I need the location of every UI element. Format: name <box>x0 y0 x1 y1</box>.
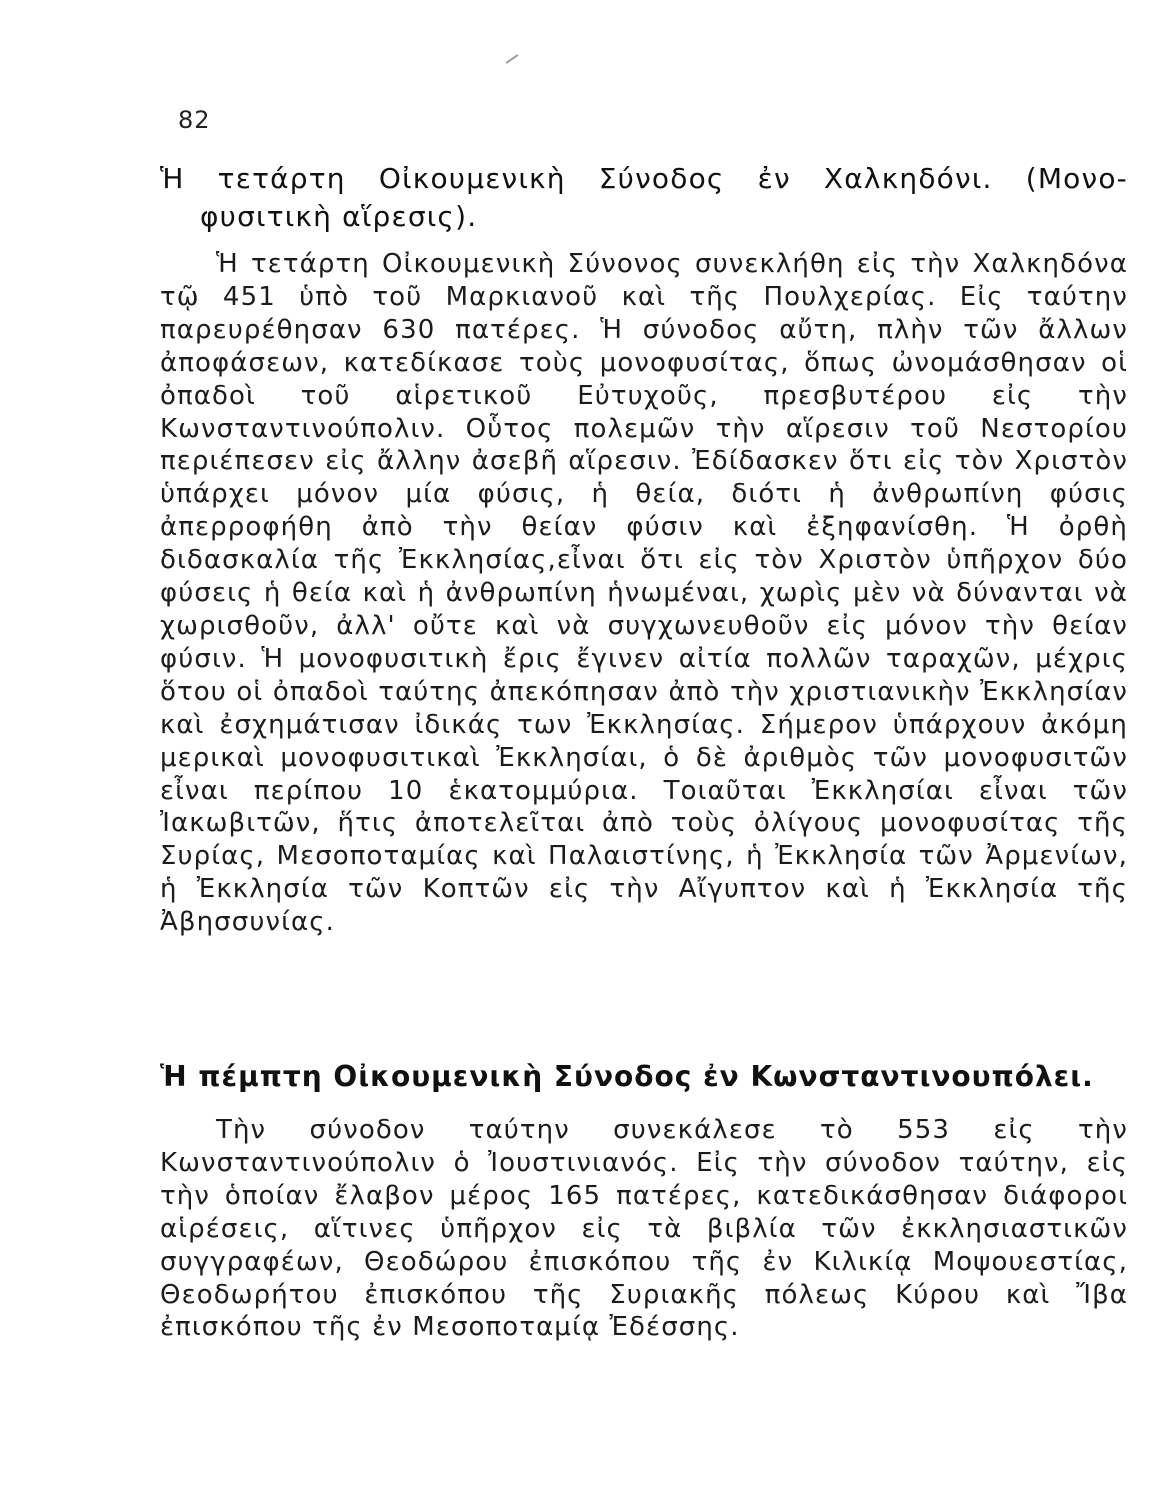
body-paragraph: Ἡ τετάρτη Οἰκουμενικὴ Σύνονος συνεκλήθη εἰς τὴν Χαλκηδόνα τῷ 451 ὑπὸ τοῦ Μαρκιανοῦ καὶ τῆς Πουλχερίας. Εἰς ταύτην παρευρέθησαν 630 πατέρες. Ἡ σύνοδος αὔτη, πλὴν τῶν ἄλλων ἀποφάσεων, κατεδίκασε τοὺς μονοφυσίτας, ὅπως ὠνομάσθησαν οἱ ὀπαδοὶ τοῦ αἱρετικοῦ Εὐτυχοῦς, πρεσβυτέρου εἰς τὴν Κωνσταντινούπολιν. Οὗτος πολεμῶν τὴν αἵρεσιν τοῦ Νεστορίου περιέπεσεν εἰς ἄλλην ἀσεβῆ αἵρεσιν. Ἐδίδασκεν ὅτι εἰς τὸν Χριστὸν ὑπάρχει μόνον μία φύσις, ἡ θεία, διότι ἡ ἀνθρωπίνη φύσις ἀπερροφήθη ἀπὸ τὴν θείαν φύσιν καὶ ἐξηφανίσθη. Ἡ ὀρθὴ διδασκαλία τῆς Ἐκκλησίας,εἶναι ὅτι εἰς τὸν Χριστὸν ὑπῆρχον δύο φύσεις ἡ θεία καὶ ἡ ἀνθρωπίνη ἡνωμέναι, χωρὶς μὲν νὰ δύνανται νὰ χωρισθοῦν, ἀλλ' οὔτε καὶ νὰ συγχωνευθοῦν εἰς μόνον τὴν θείαν φύσιν. Ἡ μονοφυσιτικὴ ἔρις ἔγινεν αἰτία πολλῶν ταραχῶν, μέχρις ὅτου οἱ ὀπαδοὶ ταύτης ἀπεκόπησαν ἀπὸ τὴν χριστιανικὴν Ἐκκλησίαν καὶ ἐσχημάτισαν ἰδικάς των Ἐκκλησίας. Σήμερον ὑπάρχουν ἀκόμη μερικαὶ μονοφυσιτικαὶ Ἐκκλησίαι, ὁ δὲ ἀριθμὸς τῶν μονοφυσιτῶν εἶναι περίπου 10 ἑκατομμύρια. Τοιαῦται Ἐκκλησίαι εἶναι τῶν Ἰακωβιτῶν, ἥτις ἀποτελεῖται ἀπὸ τοὺς ὀλίγους μονοφυσίτας τῆς Συρίας, Μεσοποταμίας καὶ Παλαιστίνης, ἡ Ἐκκλησία τῶν Ἀρμενίων, ἡ Ἐκκλησία τῶν Κοπτῶν εἰς τὴν Αἴγυπτον καὶ ἡ Ἐκκλησία τῆς Ἀβησσυνίας. <box>160 249 1128 938</box>
section-heading <box>160 160 1128 236</box>
section-heading: Ἡ πέμπτη Οἰκουμενικὴ Σύνοδος ἐν Κωνσταντινουπόλει. <box>160 1060 1094 1093</box>
section-fifth-council <box>160 1058 1128 1344</box>
page-number: 82 <box>178 106 211 134</box>
print-speck <box>506 54 519 64</box>
body-paragraph: Τὴν σύνοδον ταύτην συνεκάλεσε τὸ 553 εἰς τὴν Κωνσταντινούπολιν ὁ Ἰουστινιανός. Εἰς τὴν σύνοδον ταύτην, εἰς τὴν ὁποίαν ἔλαβον μέρος 165 πατέρες, κατεδικάσθησαν διάφοροι αἱρέσεις, αἵτινες ὑπῆρχον εἰς τὰ βιβλία τῶν ἐκκλησιαστικῶν συγγραφέων, Θεοδώρου ἐπισκόπου τῆς ἐν Κιλικίᾳ Μοψουεστίας, Θεοδωρήτου ἐπισκόπου τῆς Συριακῆς πόλεως Κύρου καὶ Ἴβα ἐπισκόπου τῆς ἐν Μεσοποταμίᾳ Ἐδέσσης. <box>160 1115 1128 1343</box>
section-fourth-council <box>160 160 1128 939</box>
heading-line: Ἡ τετάρτη Οἰκουμενικὴ Σύνοδος ἐν Χαλκηδόνι. (Μονο- <box>160 162 1128 195</box>
heading-line: φυσιτικὴ αἵρεσις). <box>200 200 478 233</box>
